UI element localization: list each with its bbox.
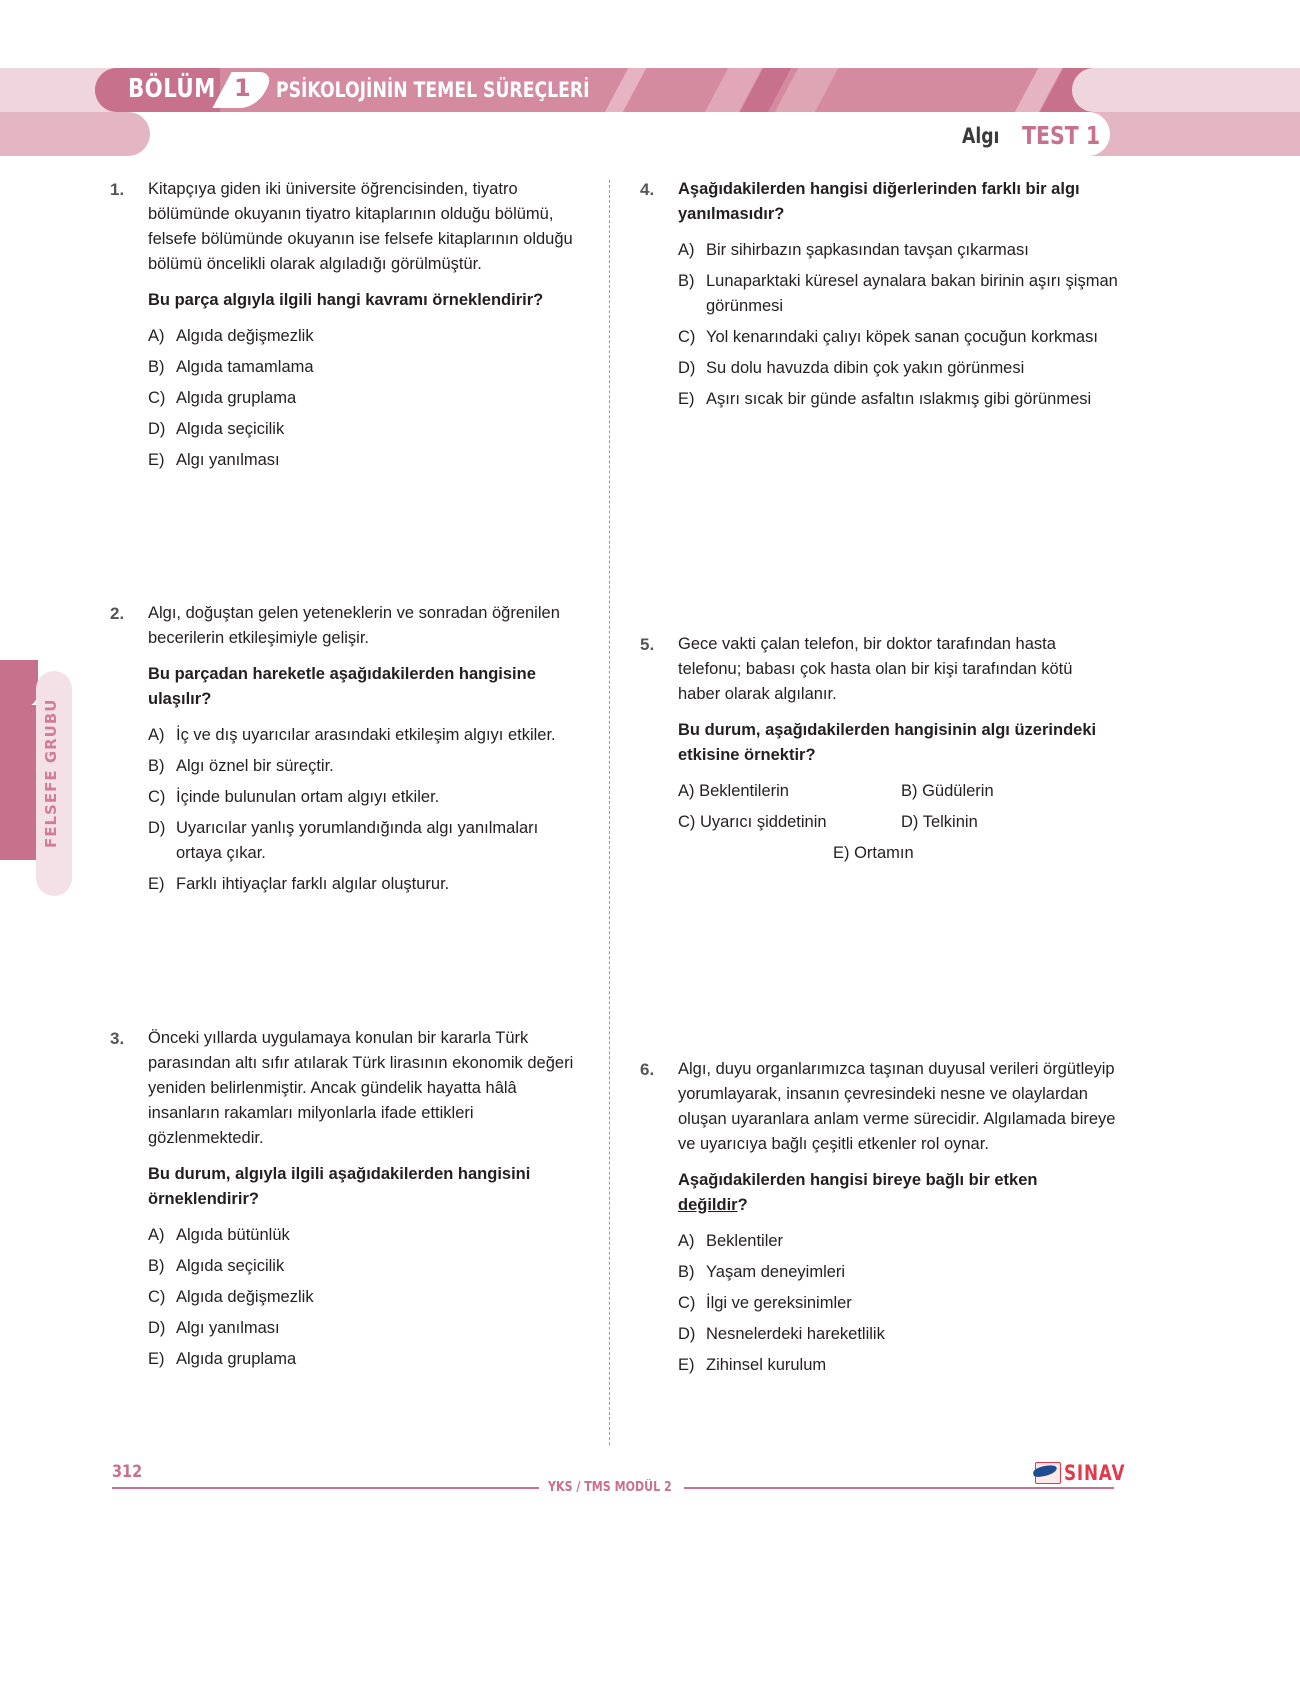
answer-option-b[interactable] xyxy=(148,1254,588,1279)
section-number: 1 xyxy=(234,74,251,102)
answer-option-b[interactable] xyxy=(901,779,1101,804)
footer-rule-right xyxy=(684,1487,1114,1489)
question-prompt xyxy=(678,1168,1118,1218)
question-prompt: Aşağıdakilerden hangisi diğerlerinden farklı bir algı yanılmasıdır? xyxy=(678,180,1080,223)
option-letter: E) xyxy=(678,390,695,408)
option-text: Yol kenarındaki çalıyı köpek sanan çocuğun korkması xyxy=(706,328,1098,346)
answer-option-e[interactable] xyxy=(148,448,588,473)
answer-option-a[interactable] xyxy=(678,779,901,804)
answer-option-a[interactable] xyxy=(148,723,588,748)
option-letter: A) xyxy=(148,726,165,744)
option-text: Beklentiler xyxy=(706,1232,784,1250)
answer-option-b[interactable] xyxy=(678,1260,1118,1285)
prompt-text: Aşağıdakilerden hangisi bireye bağlı bir etken xyxy=(678,1171,1038,1189)
question-stem: Önceki yıllarda uygulamaya konulan bir kararla Türk parasından altı sıfır atılarak Türk lirasının ekonomik değeri yeniden belirlenmiştir. Ancak gündelik hayatta hâlâ insanların rakamları milyonlarla ifade ettikleri gözlenmektedir. xyxy=(148,1029,574,1147)
answer-option-e[interactable] xyxy=(148,872,588,897)
option-text: Algıda değişmezlik xyxy=(176,327,314,345)
answer-option-b[interactable] xyxy=(148,754,588,779)
answer-option-e[interactable] xyxy=(148,1347,588,1372)
answer-option-d[interactable] xyxy=(148,816,588,866)
question-number: 5. xyxy=(640,635,655,654)
answer-options xyxy=(148,324,588,473)
header-decor-left-lower xyxy=(0,112,150,156)
question-number: 3. xyxy=(110,1029,125,1048)
option-text: Su dolu havuzda dibin çok yakın görünmesi xyxy=(706,359,1025,377)
option-text: İç ve dış uyarıcılar arasındaki etkileşim algıyı etkiler. xyxy=(176,726,556,744)
brand-name: SINAV xyxy=(1064,1461,1126,1485)
answer-option-a[interactable] xyxy=(148,1223,588,1248)
option-letter: B) xyxy=(678,272,695,290)
option-letter: D) xyxy=(678,1325,696,1343)
option-letter: E) xyxy=(148,875,165,893)
answer-option-d[interactable] xyxy=(148,417,588,442)
option-letter: E) xyxy=(678,1356,695,1374)
answer-option-e[interactable] xyxy=(678,1353,1118,1378)
answer-option-c[interactable] xyxy=(148,785,588,810)
question-2 xyxy=(110,601,588,903)
question-4 xyxy=(640,177,1128,418)
option-letter: A) xyxy=(678,782,695,800)
section-number-badge xyxy=(222,72,266,108)
option-letter: A) xyxy=(148,1226,165,1244)
side-tab-bar xyxy=(0,705,38,860)
option-letter: B) xyxy=(148,1257,165,1275)
answer-option-d[interactable] xyxy=(901,810,1101,835)
option-letter: C) xyxy=(148,788,166,806)
header-decor-right xyxy=(1072,68,1300,112)
answer-option-b[interactable] xyxy=(678,269,1128,319)
option-letter: D) xyxy=(148,1319,166,1337)
side-tab-decor xyxy=(0,660,38,708)
option-text: Telkinin xyxy=(922,813,978,831)
option-letter: C) xyxy=(678,1294,696,1312)
answer-options xyxy=(148,723,588,897)
prompt-emphasis: değildir xyxy=(678,1196,738,1214)
question-number: 2. xyxy=(110,604,125,623)
option-text: Algı öznel bir süreçtir. xyxy=(176,757,334,775)
option-text: Bir sihirbazın şapkasından tavşan çıkarması xyxy=(706,241,1029,259)
answer-option-e[interactable] xyxy=(678,841,1101,866)
answer-option-b[interactable] xyxy=(148,355,588,380)
option-letter: E) xyxy=(148,1350,165,1368)
option-text: Zihinsel kurulum xyxy=(706,1356,827,1374)
test-label: TEST 1 xyxy=(1022,121,1101,150)
option-text: Uyarıcı şiddetinin xyxy=(700,813,827,831)
question-3 xyxy=(110,1026,588,1378)
question-number: 4. xyxy=(640,180,655,199)
question-1 xyxy=(110,177,588,479)
option-text: Algı yanılması xyxy=(176,1319,280,1337)
option-text: Algıda seçicilik xyxy=(176,1257,285,1275)
answer-options xyxy=(678,1229,1118,1378)
option-text: Lunaparktaki küresel aynalara bakan birinin aşırı şişman görünmesi xyxy=(706,272,1118,315)
option-text: Güdülerin xyxy=(922,782,994,800)
answer-option-d[interactable] xyxy=(148,1316,588,1341)
question-number: 6. xyxy=(640,1060,655,1079)
option-letter: B) xyxy=(901,782,918,800)
option-letter: A) xyxy=(148,327,165,345)
eagle-icon xyxy=(1035,1462,1061,1484)
option-text: Nesnelerdeki hareketlilik xyxy=(706,1325,885,1343)
footer-rule-left xyxy=(112,1487,539,1489)
option-text: İçinde bulunulan ortam algıyı etkiler. xyxy=(176,788,440,806)
question-prompt: Bu durum, aşağıdakilerden hangisinin algı üzerindeki etkisine örnektir? xyxy=(678,721,1097,764)
option-text: Algı yanılması xyxy=(176,451,280,469)
option-text: Aşırı sıcak bir günde asfaltın ıslakmış gibi görünmesi xyxy=(706,390,1092,408)
question-stem: Algı, doğuştan gelen yeteneklerin ve sonradan öğrenilen becerilerin etkileşimiyle gelişir. xyxy=(148,604,560,647)
option-letter: A) xyxy=(678,241,695,259)
answer-option-d[interactable] xyxy=(678,356,1128,381)
answer-option-d[interactable] xyxy=(678,1322,1118,1347)
side-tab-label: FELSEFE GRUBU xyxy=(42,698,60,848)
option-letter: D) xyxy=(678,359,696,377)
column-divider xyxy=(609,180,610,1445)
answer-option-c[interactable] xyxy=(678,1291,1118,1316)
option-letter: E) xyxy=(148,451,165,469)
question-6 xyxy=(640,1057,1118,1384)
answer-option-a[interactable] xyxy=(148,324,588,349)
prompt-end: ? xyxy=(737,1196,748,1214)
option-text: Farklı ihtiyaçlar farklı algılar oluşturur. xyxy=(176,875,450,893)
option-letter: B) xyxy=(148,358,165,376)
option-letter: C) xyxy=(678,328,696,346)
question-stem: Algı, duyu organlarımızca taşınan duyusal verileri örgütleyip yorumlayarak, insanın çevresindeki nesne ve olaylardan oluşan uyaranlara anlam verme sürecidir. Algılamada bireye ve uyarıcıya bağlı çeşitli etkenler rol oynar. xyxy=(678,1060,1116,1153)
option-text: Algıda gruplama xyxy=(176,1350,297,1368)
answer-option-a[interactable] xyxy=(678,238,1128,263)
topic-label: Algı xyxy=(962,124,1000,148)
answer-option-c[interactable] xyxy=(678,810,901,835)
option-text: Beklentilerin xyxy=(699,782,789,800)
option-text: Ortamın xyxy=(854,844,914,862)
question-stem: Kitapçıya giden iki üniversite öğrencisinden, tiyatro bölümünde okuyanın tiyatro kitaplarının olduğu bölümü, felsefe bölümünde okuyanın ise felsefe kitaplarının olduğu bölümü öncelikli olarak algıladığı görülmüştür. xyxy=(148,180,573,273)
option-letter: A) xyxy=(678,1232,695,1250)
option-letter: C) xyxy=(148,389,166,407)
answer-options xyxy=(678,238,1128,412)
page-number: 312 xyxy=(112,1462,143,1482)
chapter-title: PSİKOLOJİNİN TEMEL SÜREÇLERİ xyxy=(276,78,590,102)
option-letter: D) xyxy=(901,813,919,831)
option-letter: B) xyxy=(678,1263,695,1281)
question-5 xyxy=(640,632,1118,866)
option-text: Algıda değişmezlik xyxy=(176,1288,314,1306)
option-letter: D) xyxy=(148,819,166,837)
answer-options xyxy=(148,1223,588,1372)
question-stem: Gece vakti çalan telefon, bir doktor tarafından hasta telefonu; babası çok hasta olan bir kişi tarafından kötü haber olarak algılanır. xyxy=(678,635,1073,703)
option-text: Algıda tamamlama xyxy=(176,358,314,376)
answer-option-c[interactable] xyxy=(678,325,1128,350)
option-text: İlgi ve gereksinimler xyxy=(706,1294,852,1312)
question-prompt: Bu parçadan hareketle aşağıdakilerden hangisine ulaşılır? xyxy=(148,665,536,708)
answer-option-c[interactable] xyxy=(148,1285,588,1310)
option-letter: E) xyxy=(833,844,850,862)
header-decor-right-lower xyxy=(1090,112,1300,156)
option-text: Algıda gruplama xyxy=(176,389,297,407)
question-prompt: Bu durum, algıyla ilgili aşağıdakilerden hangisini örneklendirir? xyxy=(148,1165,531,1208)
option-text: Uyarıcılar yanlış yorumlandığında algı yanılmaları ortaya çıkar. xyxy=(176,819,539,862)
question-prompt: Bu parça algıyla ilgili hangi kavramı örneklendirir? xyxy=(148,291,544,309)
option-text: Algıda bütünlük xyxy=(176,1226,290,1244)
question-number: 1. xyxy=(110,180,125,199)
chapter-header xyxy=(0,68,1300,156)
answer-options xyxy=(678,779,1118,866)
answer-option-e[interactable] xyxy=(678,387,1128,412)
section-label: BÖLÜM xyxy=(128,74,216,104)
answer-option-a[interactable] xyxy=(678,1229,1118,1254)
option-letter: D) xyxy=(148,420,166,438)
option-text: Algıda seçicilik xyxy=(176,420,285,438)
option-letter: B) xyxy=(148,757,165,775)
answer-option-c[interactable] xyxy=(148,386,588,411)
option-text: Yaşam deneyimleri xyxy=(706,1263,846,1281)
footer-module-label: YKS / TMS MODÜL 2 xyxy=(548,1480,672,1495)
option-letter: C) xyxy=(148,1288,166,1306)
option-letter: C) xyxy=(678,813,696,831)
